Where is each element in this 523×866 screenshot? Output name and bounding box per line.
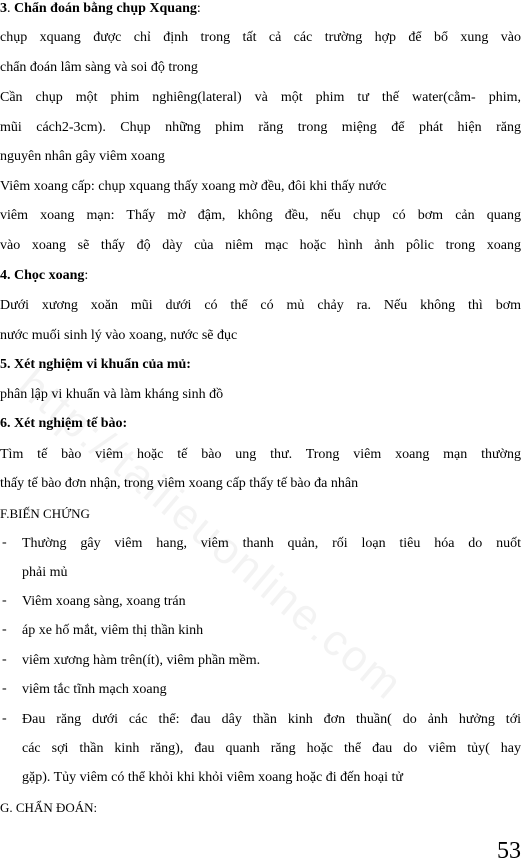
section-title: Chọc xoang <box>14 268 85 283</box>
paragraph-line: viêm xoang mạn: Thấy mờ đậm, không đều, nếu chụp có bơm cản quang <box>0 208 521 223</box>
section-f-heading: F.BIẾN CHỨNG <box>0 506 90 521</box>
section-title: Chẩn đoán bằng chụp Xquang <box>14 1 197 16</box>
paragraph-line: Cần chụp một phim nghiêng(lateral) và một phim tư thế water(cằm- phim, <box>0 90 521 105</box>
list-item-line: Thường gây viêm hang, viêm thanh quản, rối loạn tiêu hóa do nuốt <box>22 536 521 551</box>
section-3-heading: 3. Chẩn đoán bằng chụp Xquang: <box>0 1 201 16</box>
list-item-line: phải mủ <box>22 565 68 580</box>
paragraph-line: thấy tế bào đơn nhận, trong viêm xoang cấp thấy tế bào đa nhân <box>0 476 359 491</box>
section-number: 4 <box>0 268 7 283</box>
list-item-line: Đau răng dưới các thể: đau dây thần kinh đơn thuần( do ảnh hưởng tới <box>22 712 521 727</box>
section-g-heading: G. CHẨN ĐOÁN: <box>0 800 98 815</box>
section-6-heading: 6. Xét nghiệm tế bào: <box>0 416 128 431</box>
paragraph-line: nguyên nhân gây viêm xoang <box>0 149 165 164</box>
paragraph-line: Dưới xương xoăn mũi dưới có thể có mủ chảy ra. Nếu không thì bơm <box>0 298 521 313</box>
list-item-line: Viêm xoang sàng, xoang trán <box>22 594 186 609</box>
paragraph-line: Tìm tế bào viêm hoặc tế bào ung thư. Trong viêm xoang mạn thường <box>0 447 521 462</box>
list-item-line: viêm xương hàm trên(ít), viêm phần mềm. <box>22 653 261 668</box>
paragraph-line: mũi cách2-3cm). Chụp những phim răng trong miệng để phát hiện răng <box>0 120 521 135</box>
list-item-line: các sợi thần kinh răng), đau quanh răng hoặc thể đau do viêm tủy( hay <box>22 741 521 756</box>
section-4-heading: 4. Chọc xoang: <box>0 268 89 283</box>
section-number: 3 <box>0 1 7 16</box>
page-number: 53 <box>497 838 521 864</box>
list-item-line: áp xe hố mắt, viêm thị thần kinh <box>22 623 204 638</box>
list-item-line: gặp). Tủy viêm có thể khỏi khi khỏi viêm xoang hoặc đi đến hoại tử <box>22 770 403 785</box>
list-bullet: - <box>2 711 7 726</box>
paragraph-line: phân lập vi khuẩn và làm kháng sinh đồ <box>0 387 224 402</box>
list-bullet: - <box>2 535 7 550</box>
list-bullet: - <box>2 593 7 608</box>
section-5-heading: 5. Xét nghiệm vi khuẩn của mủ: <box>0 357 191 372</box>
list-bullet: - <box>2 681 7 696</box>
paragraph-line: chẩn đoán lâm sàng và soi độ trong <box>0 60 198 75</box>
list-bullet: - <box>2 652 7 667</box>
list-bullet: - <box>2 622 7 637</box>
list-item-line: viêm tắc tĩnh mạch xoang <box>22 682 167 697</box>
paragraph-line: chụp xquang được chỉ định trong tất cả các trường hợp để bổ xung vào <box>0 30 521 45</box>
paragraph-line: vào xoang sẽ thấy độ dày của niêm mạc hoặc hình ảnh pôlic trong xoang <box>0 238 521 253</box>
paragraph-line: nước muối sinh lý vào xoang, nước sẽ đục <box>0 328 238 343</box>
paragraph-line: Viêm xoang cấp: chụp xquang thấy xoang mờ đều, đôi khi thấy nước <box>0 179 387 194</box>
